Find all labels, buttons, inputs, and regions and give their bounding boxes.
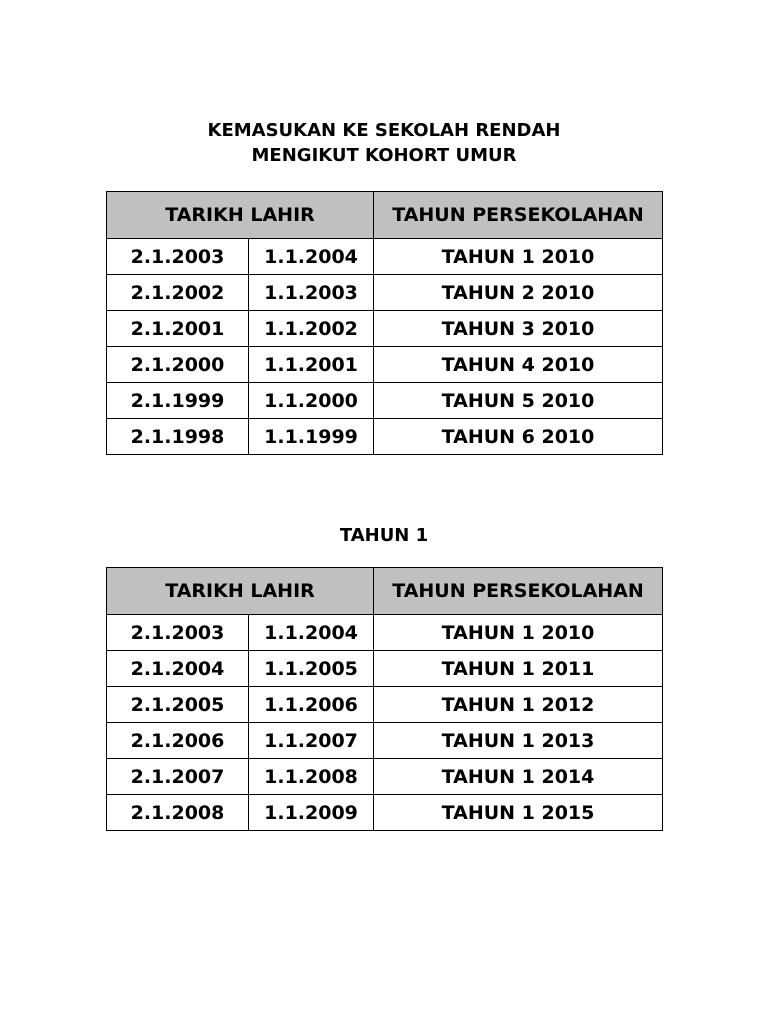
birth-from-cell: 2.1.2008: [107, 795, 249, 831]
table-row: [107, 239, 663, 275]
table-row: [107, 347, 663, 383]
school-year-cell: TAHUN 1 2010: [374, 239, 663, 275]
birth-to-cell: 1.1.2005: [249, 651, 374, 687]
table-row: [107, 383, 663, 419]
header-school-year: TAHUN PERSEKOLAHAN: [374, 568, 663, 615]
birth-from-cell: 2.1.2007: [107, 759, 249, 795]
birth-from-cell: 2.1.2001: [107, 311, 249, 347]
title-line-2: MENGIKUT KOHORT UMUR: [251, 145, 517, 166]
birth-to-cell: 1.1.2004: [249, 239, 374, 275]
birth-to-cell: 1.1.2006: [249, 687, 374, 723]
birth-to-cell: 1.1.2008: [249, 759, 374, 795]
birth-from-cell: 2.1.1998: [107, 419, 249, 455]
table-row: [107, 419, 663, 455]
table-header-row: [107, 192, 663, 239]
birth-from-cell: 2.1.2004: [107, 651, 249, 687]
school-year-cell: TAHUN 1 2012: [374, 687, 663, 723]
cohort-table-tahun-1: [106, 567, 663, 831]
birth-from-cell: 2.1.2003: [107, 615, 249, 651]
birth-to-cell: 1.1.2004: [249, 615, 374, 651]
school-year-cell: TAHUN 1 2013: [374, 723, 663, 759]
table-row: [107, 275, 663, 311]
school-year-cell: TAHUN 1 2015: [374, 795, 663, 831]
birth-from-cell: 2.1.1999: [107, 383, 249, 419]
table-row: [107, 759, 663, 795]
table-row: [107, 651, 663, 687]
school-year-cell: TAHUN 1 2010: [374, 615, 663, 651]
birth-to-cell: 1.1.2003: [249, 275, 374, 311]
birth-from-cell: 2.1.2002: [107, 275, 249, 311]
birth-from-cell: 2.1.2000: [107, 347, 249, 383]
school-year-cell: TAHUN 1 2014: [374, 759, 663, 795]
table-row: [107, 723, 663, 759]
birth-to-cell: 1.1.2000: [249, 383, 374, 419]
birth-to-cell: 1.1.2001: [249, 347, 374, 383]
table-row: [107, 311, 663, 347]
table-row: [107, 687, 663, 723]
table-header-row: [107, 568, 663, 615]
school-year-cell: TAHUN 2 2010: [374, 275, 663, 311]
title-line-1: KEMASUKAN KE SEKOLAH RENDAH: [207, 120, 561, 141]
school-year-cell: TAHUN 3 2010: [374, 311, 663, 347]
cohort-table-all-years: [106, 191, 663, 455]
table-row: [107, 795, 663, 831]
school-year-cell: TAHUN 4 2010: [374, 347, 663, 383]
birth-from-cell: 2.1.2003: [107, 239, 249, 275]
birth-to-cell: 1.1.2009: [249, 795, 374, 831]
school-year-cell: TAHUN 1 2011: [374, 651, 663, 687]
birth-from-cell: 2.1.2006: [107, 723, 249, 759]
section-heading-tahun-1: TAHUN 1: [339, 525, 429, 546]
header-school-year: TAHUN PERSEKOLAHAN: [374, 192, 663, 239]
header-birth-date: TARIKH LAHIR: [107, 192, 374, 239]
school-year-cell: TAHUN 5 2010: [374, 383, 663, 419]
birth-to-cell: 1.1.2007: [249, 723, 374, 759]
birth-from-cell: 2.1.2005: [107, 687, 249, 723]
school-year-cell: TAHUN 6 2010: [374, 419, 663, 455]
page-title: [0, 118, 768, 168]
birth-to-cell: 1.1.1999: [249, 419, 374, 455]
birth-to-cell: 1.1.2002: [249, 311, 374, 347]
table-row: [107, 615, 663, 651]
header-birth-date: TARIKH LAHIR: [107, 568, 374, 615]
